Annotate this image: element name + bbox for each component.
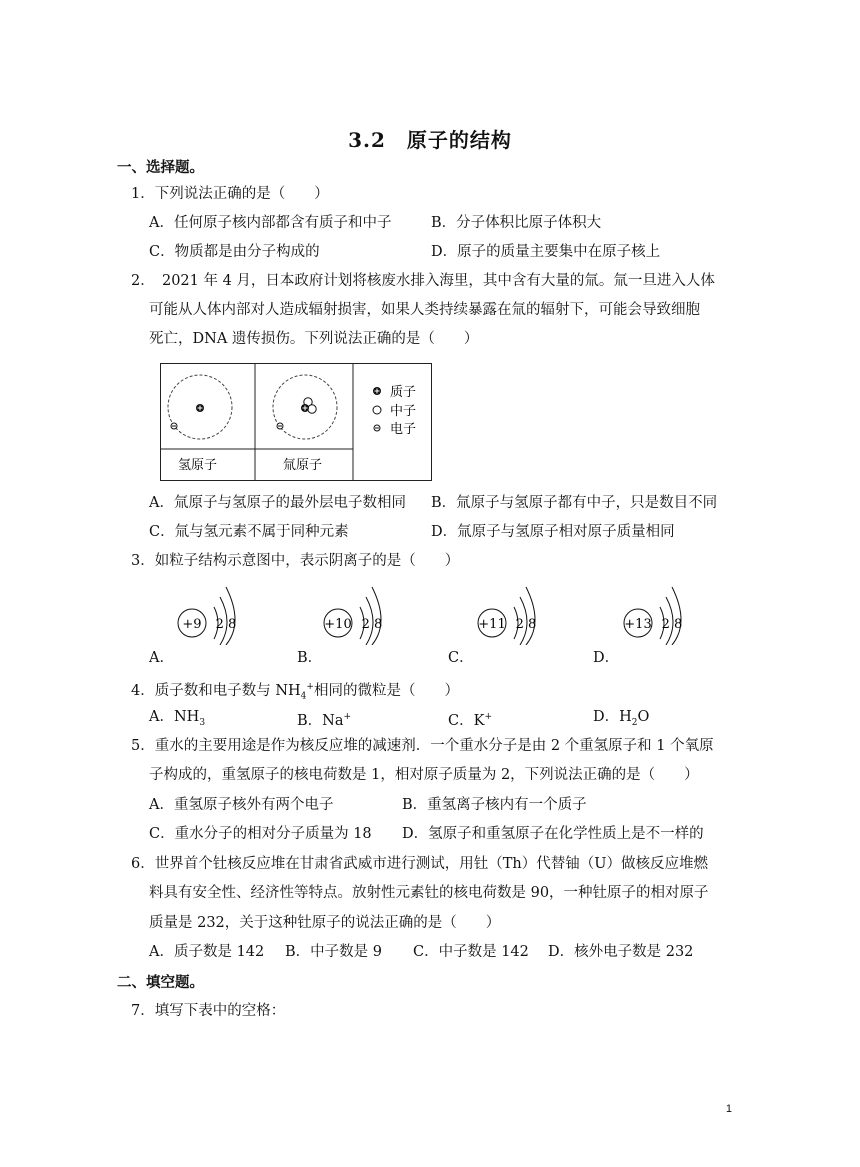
q4-stem-tail: 相同的微粒是（ ）: [313, 682, 459, 699]
question-5-line2: 子构成的，重氢原子的核电荷数是 1，相对原子质量为 2，下列说法正确的是（ ）: [149, 767, 699, 783]
particle-diagram-b: [318, 583, 398, 645]
q1-option-c: C．物质都是由分子构成的: [149, 244, 320, 260]
question-1-stem: 1．下列说法正确的是（ ）: [131, 186, 329, 202]
question-6-line3: 质量是 232，关于这种钍原子的说法正确的是（ ）: [149, 915, 501, 931]
electron-shells: 2 8: [515, 617, 537, 632]
electron-shells: 2 8: [361, 617, 383, 632]
question-4-stem: [131, 677, 459, 707]
q1-option-d: D．原子的质量主要集中在原子核上: [431, 244, 661, 260]
figure-legend: [373, 385, 416, 437]
question-5-line1: 5．重水的主要用途是作为核反应堆的减速剂．一个重水分子是由 2 个重氢原子和 1 个氧原: [131, 738, 714, 754]
question-2-line2: 可能从人体内部对人造成辐射损害，如果人类持续暴露在氚的辐射下，可能会导致细胞: [149, 302, 700, 318]
question-6-line1: 6．世界首个钍核反应堆在甘肃省武威市进行测试，用钍（Th）代替铀（U）做核反应堆燃: [131, 856, 708, 872]
q6-option-b: B．中子数是 9: [285, 944, 382, 960]
particle-diagram-a: [172, 583, 252, 645]
particle-diagram-d: [618, 583, 698, 645]
q6-option-c: C．中子数是 142: [413, 944, 529, 960]
particle-diagram-c: [472, 583, 552, 645]
q2-option-c: C．氚与氢元素不属于同种元素: [149, 524, 349, 540]
q5-option-d: D．氢原子和重氢原子在化学性质上是不一样的: [402, 826, 704, 842]
q3-option-a: A．: [149, 650, 174, 666]
q5-option-a: A．重氢原子核外有两个电子: [149, 797, 334, 813]
electron-shells: 2 8: [661, 617, 683, 632]
q5-option-c: C．重水分子的相对分子质量为 18: [149, 826, 372, 842]
question-3-stem: 3．如粒子结构示意图中，表示阴离子的是（ ）: [131, 553, 460, 569]
q4-option-c: [448, 707, 492, 731]
page-title: 3.2 原子的结构: [348, 128, 512, 152]
q4-b-superscript: +: [343, 712, 352, 722]
legend-neutron-label: 中子: [390, 404, 417, 419]
q4-b-text: B．Na: [297, 712, 344, 729]
section-heading-fill: 二、填空题。: [117, 974, 204, 991]
q4-stem-subscript: 4: [300, 691, 307, 702]
legend-electron-label: 电子: [390, 422, 417, 437]
q2-option-b: B．氚原子与氢原子都有中子，只是数目不同: [431, 495, 718, 511]
q5-option-b: B．重氢离子核内有一个质子: [402, 797, 587, 813]
nucleus-charge: +9: [182, 617, 202, 632]
q4-d-text: D．H: [593, 709, 632, 725]
atom-comparison-figure: [160, 363, 432, 481]
hydrogen-atom-diagram: [168, 375, 232, 439]
question-2-line3: 死亡，DNA 遗传损伤。下列说法正确的是（ ）: [149, 331, 479, 347]
q1-option-b: B．分子体积比原子体积大: [431, 215, 602, 231]
tritium-atom-label: 氚原子: [283, 458, 323, 473]
q3-option-b: B．: [297, 650, 323, 666]
q4-c-superscript: +: [484, 712, 492, 722]
nucleus-charge: +11: [478, 617, 506, 632]
question-7-stem: 7．填写下表中的空格：: [131, 1003, 286, 1019]
q6-option-a: A．质子数是 142: [149, 944, 265, 960]
q4-stem-superscript: +: [306, 682, 314, 692]
q4-option-d: [593, 707, 649, 733]
q3-option-d: D．: [593, 650, 620, 666]
q4-stem-text: 4．质子数和电子数与 NH: [131, 682, 301, 699]
q4-a-subscript: 3: [199, 717, 206, 728]
q3-option-c: C．: [448, 650, 474, 666]
tritium-atom-diagram: [273, 375, 337, 439]
q1-option-a: A．任何原子核内部都含有质子和中子: [149, 215, 392, 231]
nucleus-charge: +10: [324, 617, 352, 632]
question-2-line1: 2． 2021 年 4 月，日本政府计划将核废水排入海里，其中含有大量的氚。氚一旦进入人体: [131, 273, 715, 289]
q4-option-a: [149, 707, 205, 733]
hydrogen-atom-label: 氢原子: [178, 458, 218, 473]
question-6-line2: 料具有安全性、经济性等特点。放射性元素钍的核电荷数是 90，一种钍原子的相对原子: [149, 885, 709, 901]
q4-c-text: C．K: [448, 712, 485, 729]
q2-option-d: D．氚原子与氢原子相对原子质量相同: [431, 524, 675, 540]
nucleus-charge: +13: [624, 617, 652, 632]
q6-option-d: D．核外电子数是 232: [548, 944, 694, 960]
q2-option-a: A．氚原子与氢原子的最外层电子数相同: [149, 495, 406, 511]
q4-a-text: A．NH: [149, 709, 200, 725]
legend-proton-label: 质子: [390, 385, 417, 400]
q4-d-subscript: 2: [631, 717, 638, 728]
electron-shells: 2 8: [215, 617, 237, 632]
section-heading-choice: 一、选择题。: [117, 159, 204, 176]
q4-option-b: [297, 707, 351, 731]
q4-d-tail: O: [637, 709, 650, 725]
page-number: 1: [725, 1103, 732, 1115]
